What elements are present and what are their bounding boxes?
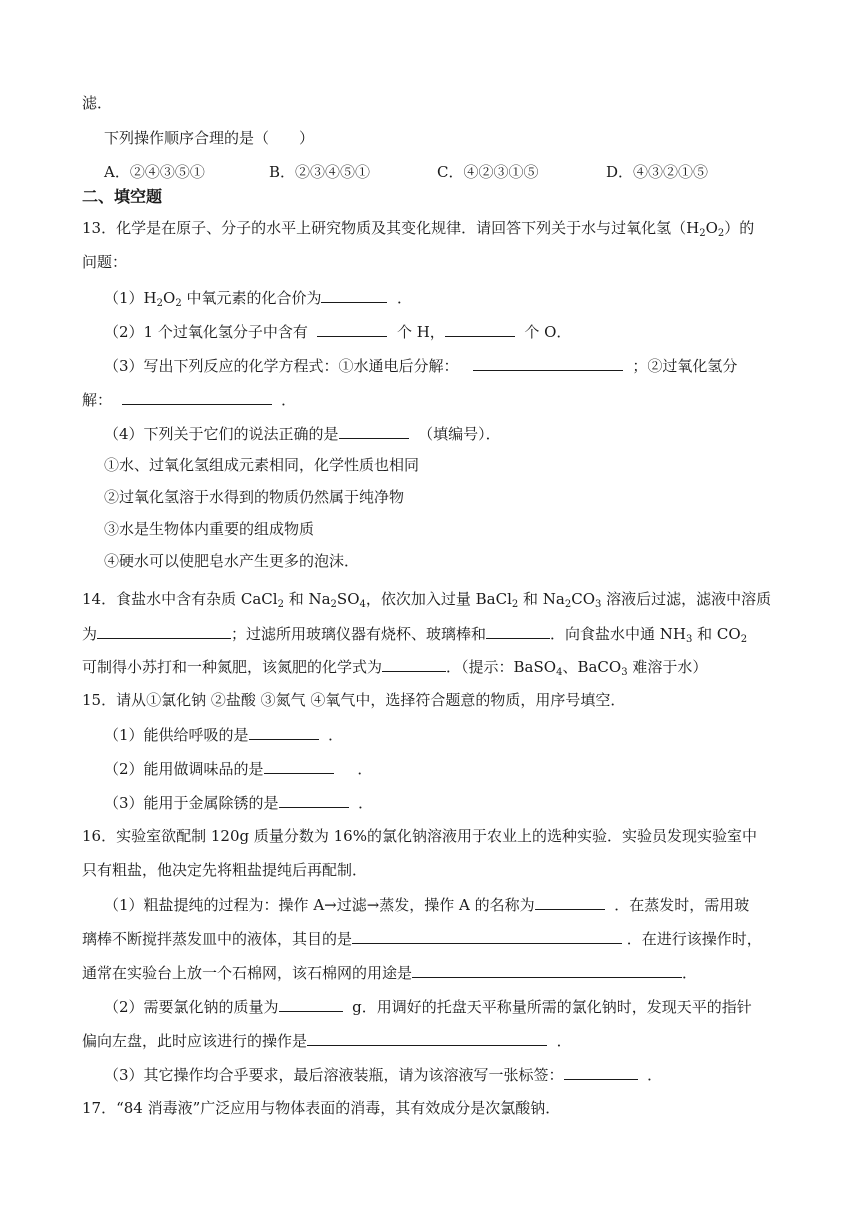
answer-blank[interactable] <box>249 724 319 740</box>
q16-stem-line2: 只有粗盐，他决定先将粗盐提纯后再配制． <box>82 861 368 879</box>
option-b[interactable]: B．②③④⑤① <box>269 163 371 181</box>
q15-sub3: （3）能用于金属除锈的是 ． <box>104 794 374 812</box>
q17-stem: 17．“84 消毒液”广泛应用与物体表面的消毒，其有效成分是次氯酸钠． <box>82 1099 561 1117</box>
q14-line1: 14．食盐水中含有杂质 CaCl$_2$ 和 $Na_2SO_4$，依次加入过量 BaCl$_2$ 和 $Na_2CO_3$ 溶液后过滤，滤液中溶质 <box>82 590 772 610</box>
q13-sub3-line1: （3）写出下列反应的化学方程式：①水通电后分解： ；②过氧化氢分 <box>104 357 738 375</box>
answer-blank[interactable] <box>317 321 387 337</box>
q16-sub1-line3: 通常在实验台上放一个石棉网，该石棉网的用途是 ． <box>82 964 698 982</box>
answer-blank[interactable] <box>321 287 387 303</box>
q16-stem-line1: 16．实验室欲配制 120g 质量分数为 16%的氯化钠溶液用于农业上的选种实验．实验员发现实验室中 <box>82 827 757 845</box>
q13-choice-3: ③水是生物体内重要的组成物质 <box>104 520 315 538</box>
answer-blank[interactable] <box>445 321 515 337</box>
options-row <box>104 162 844 182</box>
q13-stem-line2: 问题： <box>82 253 128 271</box>
answer-blank[interactable] <box>352 928 622 944</box>
q13-sub1: $(1)H_2O_2$ 中氧元素的化合价为 ． <box>104 289 413 309</box>
q16-sub1-line1: （1）粗盐提纯的过程为：操作 A→过滤→蒸发，操作 A 的名称为 ．在蒸发时，需用玻 <box>104 896 750 914</box>
answer-blank[interactable] <box>279 996 343 1012</box>
answer-blank[interactable] <box>279 792 349 808</box>
option-c[interactable]: C．④②③①⑤ <box>437 163 539 181</box>
answer-blank[interactable] <box>412 962 682 978</box>
q16-sub3: （3）其它操作均合乎要求，最后溶液装瓶，请为该溶液写一张标签： ． <box>104 1066 663 1084</box>
q13-choice-2: ②过氧化氢溶于水得到的物质仍然属于纯净物 <box>104 488 405 506</box>
q15-sub1: （1）能供给呼吸的是 ． <box>104 726 344 744</box>
question-prompt: 下列操作顺序合理的是（ ） <box>104 129 315 147</box>
section-heading: 二、填空题 <box>82 187 163 206</box>
q14-line3: 可制得小苏打和一种氮肥，该氮肥的化学式为 ．（提示：BaSO$_4$、BaCO$_3$ 难溶于水） <box>82 658 708 678</box>
answer-blank[interactable] <box>535 894 605 910</box>
q13-sub2: （2）1 个过氧化氢分子中含有 个 H， 个 O． <box>104 323 572 341</box>
answer-blank[interactable] <box>486 623 550 639</box>
q15-sub2: （2）能用做调味品的是 ． <box>104 760 373 778</box>
q15-stem: 15．请从①氯化钠 ②盐酸 ③氮气 ④氧气中，选择符合题意的物质，用序号填空． <box>82 691 626 709</box>
answer-blank[interactable] <box>473 355 623 371</box>
answer-blank[interactable] <box>307 1030 547 1046</box>
q16-sub2-line2: 偏向左盘，此时应该进行的操作是 ． <box>82 1032 572 1050</box>
text-line: 滤． <box>82 94 113 112</box>
q13-sub3-line2: 解： ． <box>82 391 297 409</box>
q16-sub2-line1: （2）需要氯化钠的质量为 g．用调好的托盘天平称量所需的氯化钠时，发现天平的指针 <box>104 998 752 1016</box>
q13-stem-line1: 13．化学是在原子、分子的水平上研究物质及其变化规律．请回答下列关于水与过氧化氢$(H_2O_2)$的 <box>82 219 755 239</box>
q13-choice-4: ④硬水可以使肥皂水产生更多的泡沫． <box>104 552 360 570</box>
answer-blank[interactable] <box>339 423 409 439</box>
q16-sub1-line2: 璃棒不断搅拌蒸发皿中的液体，其目的是 ．在进行该操作时， <box>82 930 762 948</box>
answer-blank[interactable] <box>382 656 446 672</box>
q14-line2: 为 ；过滤所用玻璃仪器有烧杯、玻璃棒和 ．向食盐水中通 $NH_3$ 和 $CO_2$ <box>82 625 748 645</box>
q13-sub4: （4）下列关于它们的说法正确的是 （填编号）． <box>104 425 501 443</box>
answer-blank[interactable] <box>564 1064 638 1080</box>
answer-blank[interactable] <box>122 389 272 405</box>
answer-blank[interactable] <box>97 623 231 639</box>
answer-blank[interactable] <box>264 758 334 774</box>
option-d[interactable]: D．④③②①⑤ <box>606 163 709 181</box>
option-a[interactable]: A．②④③⑤① <box>104 163 205 181</box>
q13-choice-1: ①水、过氧化氢组成元素相同，化学性质也相同 <box>104 456 420 474</box>
